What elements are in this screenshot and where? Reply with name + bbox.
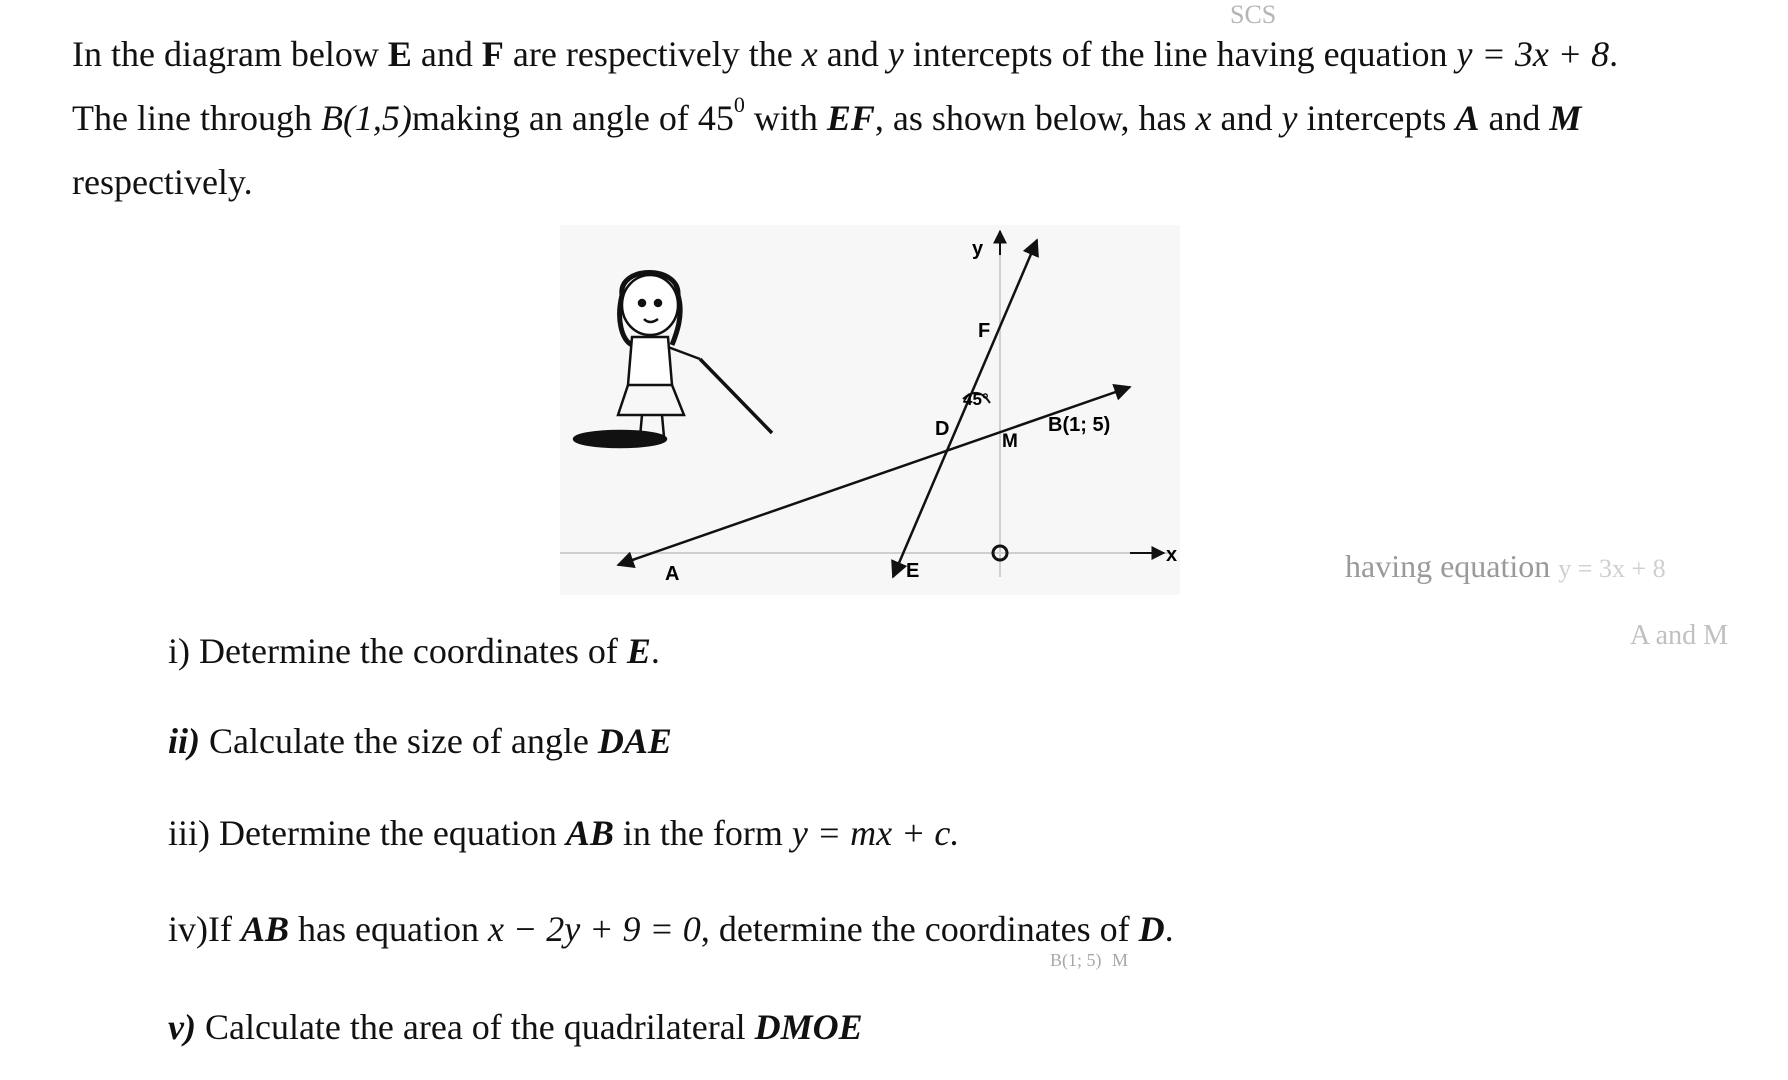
point-b: B(1,5) xyxy=(320,98,412,138)
label-e: E xyxy=(906,560,920,582)
label-a: A xyxy=(665,563,680,585)
geometry-diagram xyxy=(560,225,1180,595)
label-m: M xyxy=(1002,431,1018,452)
label-d: D xyxy=(935,418,950,440)
question-2: ii) Calculate the size of angle DAE xyxy=(168,721,672,761)
line-equation: y = 3x + 8 xyxy=(1456,34,1610,74)
intro-line-2: The line through B(1,5)making an angle of $45^0$ with EF, as shown below, has x and y intercepts A and M xyxy=(72,92,1582,138)
ghost-text-right-1: having equation y = 3x + 8 xyxy=(1345,548,1666,584)
intro-line-3: respectively. xyxy=(72,162,253,202)
question-5: v) Calculate the area of the quadrilateral DMOE xyxy=(168,1007,863,1047)
label-x-axis: x xyxy=(1166,544,1178,566)
intro-line-1: In the diagram below E and F are respectively the x and y intercepts of the line having equation y = 3x + 8. xyxy=(72,34,1619,74)
question-3: iii) Determine the equation AB in the form y = mx + c. xyxy=(168,813,960,853)
ghost-text-right-2: A and M xyxy=(1630,620,1728,651)
label-y-axis: y xyxy=(972,238,984,260)
question-1: i) Determine the coordinates of E. xyxy=(168,631,660,671)
ghost-text-top: SCS xyxy=(1230,0,1277,29)
problem-statement xyxy=(72,22,1772,214)
label-angle-45: 45° xyxy=(963,390,989,409)
label-b: B(1; 5) xyxy=(1048,414,1111,436)
ghost-text-bottom: B(1; 5) M xyxy=(1050,950,1129,970)
label-f: F xyxy=(978,320,991,342)
question-4: iv)If AB has equation x − 2y + 9 = 0, determine the coordinates of D. xyxy=(168,909,1174,949)
